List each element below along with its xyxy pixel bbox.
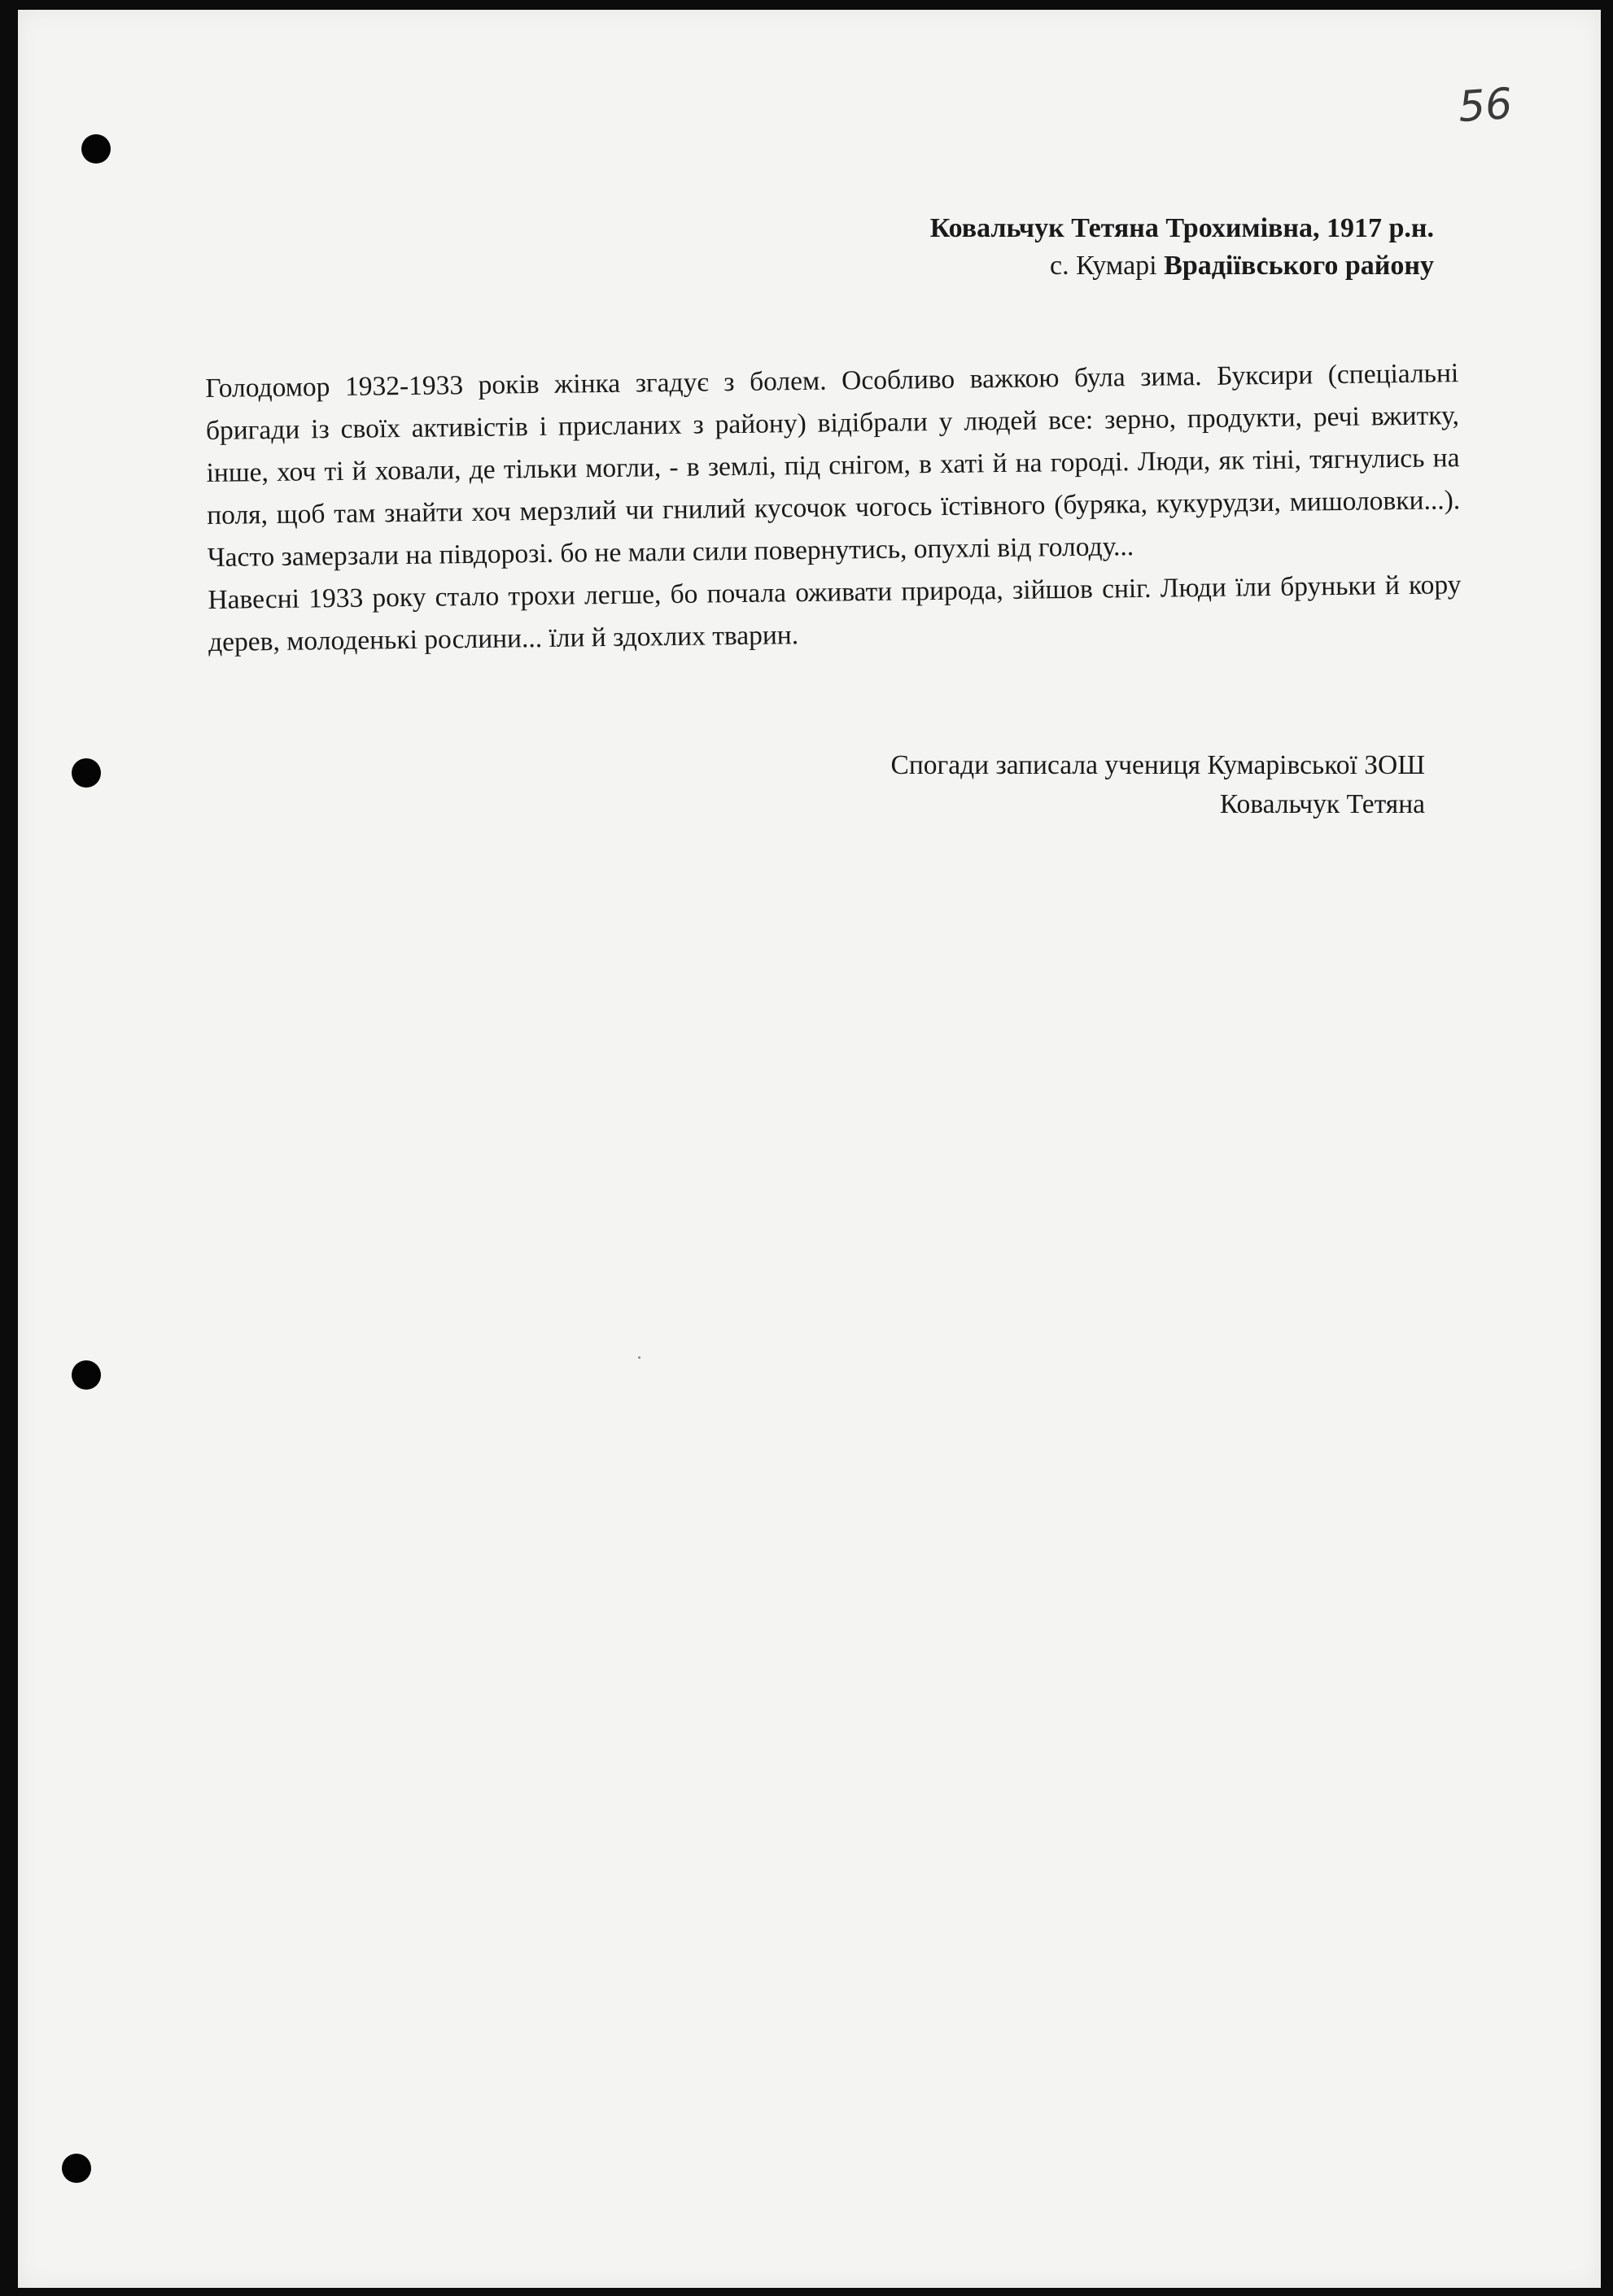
- recorder-line: Спогади записала учениця Кумарівської ЗОШ: [890, 750, 1425, 780]
- punch-hole: [72, 758, 101, 788]
- punch-hole: [62, 2154, 91, 2183]
- punch-hole: [72, 1360, 101, 1390]
- subject-name: Ковальчук Тетяна Трохимівна, 1917 р.н.: [929, 213, 1434, 243]
- punch-hole: [81, 134, 111, 164]
- scan-speck: [638, 1356, 640, 1359]
- recorder-name: Ковальчук Тетяна: [1219, 789, 1425, 819]
- document-page: [18, 10, 1601, 2288]
- subject-location: с. Кумарі Врадіївського району: [1050, 251, 1434, 281]
- paragraph: Голодомор 1932-1933 років жінка згадує з болем. Особливо важкою була зима. Буксири (спеціальні бригади із своїх активістів і присланих з району) відібрали у людей все: зерно, продукти, речі вжитку, інше, хоч ті й ховали, де тільки могли, - в землі, під снігом, в хаті й на городі. Люди, як тіні, тягнулись на поля, щоб там знайти хоч мерзлий чи гнилий кусочок чогось їстівного (буряка, кукурудзи, мишоловки...). Часто замерзали на півдорозі. бо не мали сили повернутись, опухлі від голоду...: [205, 358, 1461, 573]
- handwritten-page-number: 56: [1456, 79, 1515, 133]
- memoir-text: [205, 352, 1462, 663]
- paragraph: Навесні 1933 року стало трохи легше, бо почала оживати природа, зійшов сніг. Люди їли бруньки й кору дерев, молоденькі рослини... їли й здохлих тварин.: [208, 569, 1462, 657]
